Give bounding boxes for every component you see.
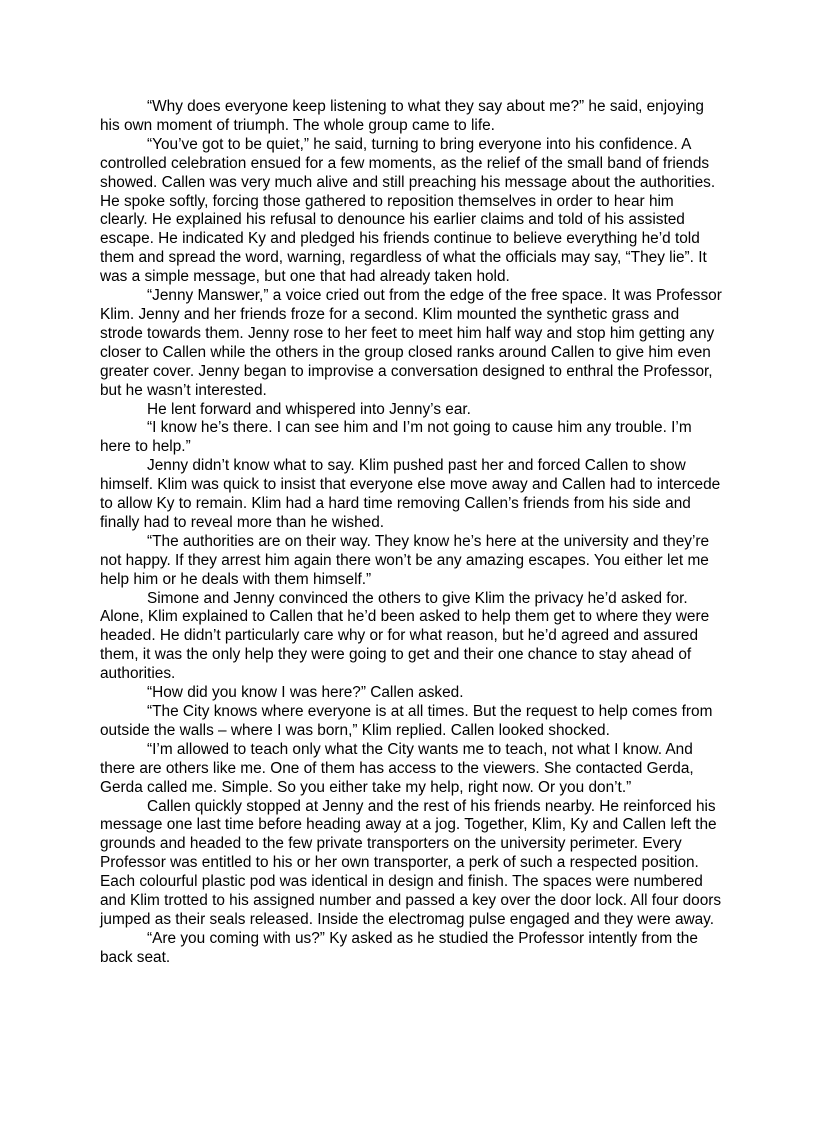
paragraph: “Are you coming with us?” Ky asked as he studied the Professor intently from the back seat. [100,929,698,966]
paragraph: Jenny didn’t know what to say. Klim pushed past her and forced Callen to show himself. Klim was quick to insist that everyone else move away and Callen had to intercede to allow Ky to remain. Klim had a hard time removing Callen’s friends from his side and finally had to reveal more than he wished. [100,457,721,531]
paragraph: “Jenny Manswer,” a voice cried out from the edge of the free space. It was Professor Klim. Jenny and her friends froze for a second. Klim mounted the synthetic grass and strode towards them. Jenny rose to her feet to meet him half way and stop him getting any closer to Callen while the others in the group closed ranks around Callen to give him even greater cover. Jenny began to improvise a conversation designed to enthral the Professor, but he wasn’t interested. [100,287,722,399]
paragraph: “I know he’s there. I can see him and I’m not going to cause him any trouble. I’m here to help.” [100,419,692,456]
paragraph: “Why does everyone keep listening to what they say about me?” he said, enjoying his own moment of triumph. The whole group came to life. [100,98,704,134]
paragraph: He lent forward and whispered into Jenny’s ear. [147,400,471,418]
document-page [100,98,725,968]
paragraph: Simone and Jenny convinced the others to give Klim the privacy he’d asked for. Alone, Klim explained to Callen that he’d been asked to help them get to where they were headed. He didn’t particularly care why or for what reason, but he’d agreed and assured them, it was the only help they were going to get and their one chance to stay ahead of authorities. [100,589,710,683]
paragraph: “You’ve got to be quiet,” he said, turning to bring everyone into his confidence. A controlled celebration ensued for a few moments, as the relief of the small band of friends showed. Callen was very much alive and still preaching his message about the authorities. He spoke softly, forcing those gathered to reposition themselves in order to hear him clearly. He explained his refusal to denounce his earlier claims and told of his assisted escape. He indicated Ky and pledged his friends continue to believe everything he’d told them and spread the word, warning, regardless of what the officials may say, “They lie”. It was a simple message, but one that had already taken hold. [100,135,716,286]
paragraph: Callen quickly stopped at Jenny and the rest of his friends nearby. He reinforced his message one last time before heading away at a jog. Together, Klim, Ky and Callen left the grounds and headed to the few private transporters on the university perimeter. Every Professor was entitled to his or her own transporter, a perk of such a respected position. Each colourful plastic pod was identical in design and finish. The spaces were numbered and Klim trotted to his assigned number and passed a key over the door lock. All four doors jumped as their seals released. Inside the electromag pulse engaged and they were away. [100,797,722,928]
paragraph: “The City knows where everyone is at all times. But the request to help comes from outside the walls – where I was born,” Klim replied. Callen looked shocked. [100,703,713,739]
paragraph: “How did you know I was here?” Callen asked. [147,684,464,702]
paragraph: “I’m allowed to teach only what the City wants me to teach, not what I know. And there are others like me. One of them has access to the viewers. She contacted Gerda, Gerda called me. Simple. So you either take my help, right now. Or you don’t.” [100,740,694,796]
paragraph: “The authorities are on their way. They know he’s here at the university and they’re not happy. If they arrest him again there won’t be any amazing escapes. You either let me help him or he deals with them himself.” [100,532,710,588]
